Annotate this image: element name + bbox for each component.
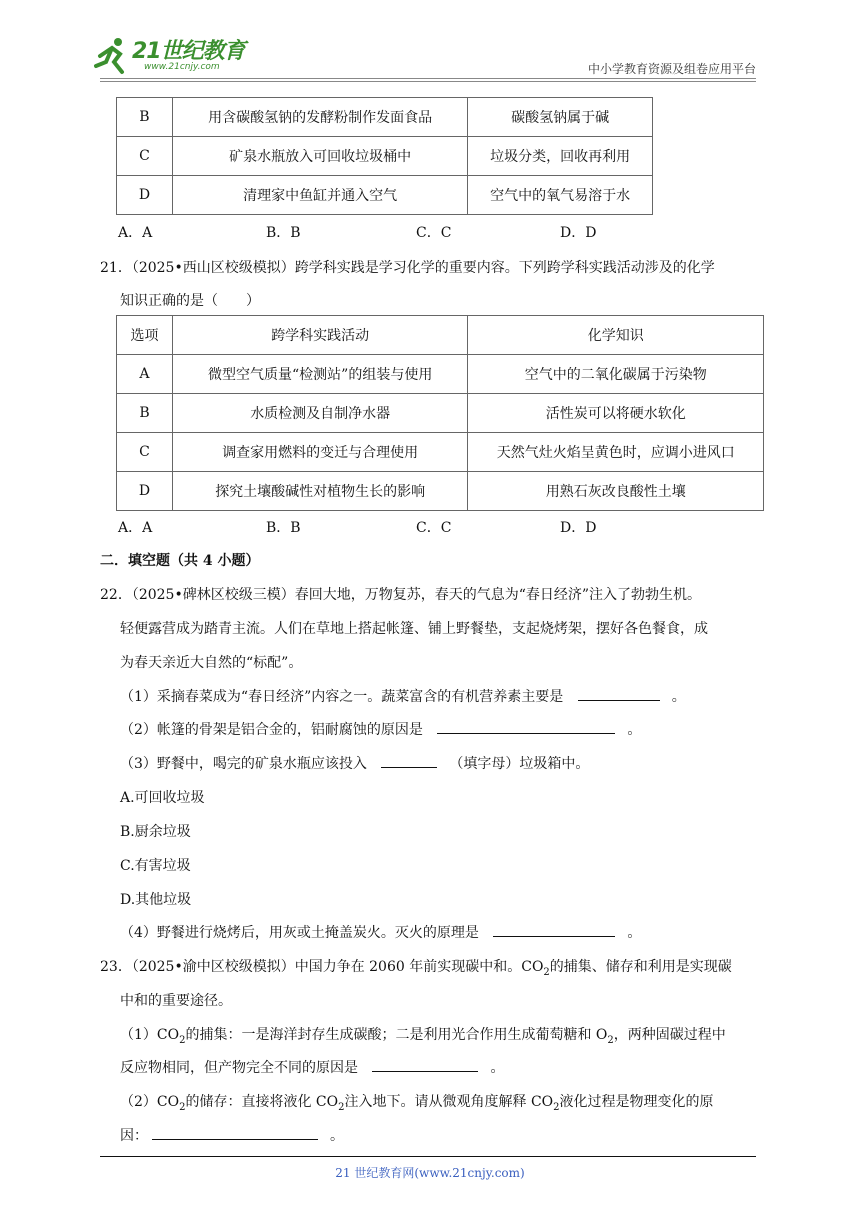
subscript: 2	[179, 1101, 186, 1113]
sub-question-text: 反应物相同，但产物完全不同的原因是	[120, 1060, 358, 1076]
q20-table	[116, 97, 653, 215]
option-a[interactable]: A．A	[118, 520, 153, 536]
choice-item: A.可回收垃圾	[120, 790, 205, 806]
subscript: 2	[553, 1101, 560, 1113]
table-cell: 活性炭可以将硬水软化	[468, 394, 764, 433]
table-cell: D	[117, 472, 173, 511]
sub-question	[120, 1057, 504, 1077]
option-c[interactable]: C．C	[416, 225, 452, 241]
subscript: 2	[179, 1034, 186, 1046]
table-cell: A	[117, 355, 173, 394]
sub-question	[120, 1125, 344, 1145]
period: 。	[627, 722, 642, 738]
sub-question-text: ，两种固碳过程中	[613, 1027, 726, 1043]
table-cell: B	[117, 98, 173, 137]
sub-question-text: （1）CO	[120, 1027, 180, 1043]
table-row	[117, 98, 653, 137]
subscript: 2	[338, 1101, 345, 1113]
period: 。	[490, 1060, 505, 1076]
footer-divider	[100, 1156, 756, 1157]
sub-question	[120, 922, 641, 942]
choice-item: B.厨余垃圾	[120, 824, 191, 840]
question-text-part: 的捕集、储存和利用是实现碳	[549, 959, 732, 975]
subscript: 2	[543, 966, 550, 978]
period: 。	[330, 1128, 344, 1144]
choice-item: D.其他垃圾	[120, 892, 192, 908]
site-logo	[92, 36, 262, 78]
table-row	[117, 137, 653, 176]
option-b[interactable]: B．B	[266, 520, 301, 536]
question-text: 中和的重要途径。	[120, 993, 232, 1009]
sub-question-text: 注入地下。请从微观角度解释 CO	[344, 1094, 554, 1110]
column-header: 化学知识	[468, 316, 764, 355]
column-header: 选项	[117, 316, 173, 355]
table-cell: 微型空气质量“检测站”的组装与使用	[172, 355, 468, 394]
header-divider	[100, 78, 756, 79]
table-row	[117, 394, 764, 433]
sub-question-text: （4）野餐进行烧烤后，用灰或土掩盖炭火。灭火的原理是	[120, 925, 479, 941]
option-d[interactable]: D．D	[560, 520, 597, 536]
q21-table	[116, 315, 764, 511]
sub-question-text: （3）野餐中，喝完的矿泉水瓶应该投入	[120, 756, 367, 772]
sub-question	[120, 719, 641, 739]
option-c[interactable]: C．C	[416, 520, 452, 536]
question-text: 轻便露营成为踏青主流。人们在草地上搭起帐篷、铺上野餐垫，支起烧烤架，摆好各色餐食，成	[120, 621, 708, 637]
subscript: 2	[607, 1034, 614, 1046]
table-row	[117, 355, 764, 394]
runner-logo-icon	[92, 36, 132, 76]
sub-question	[120, 1024, 726, 1046]
period: 。	[627, 925, 642, 941]
answer-blank[interactable]	[152, 1126, 318, 1140]
sub-question-text: 的储存：直接将液化 CO	[185, 1094, 339, 1110]
period: 。	[671, 689, 686, 705]
sub-question-text: 因：	[120, 1128, 148, 1144]
logo-url: www.21cnjy.com	[144, 62, 220, 72]
question-text	[100, 956, 732, 978]
answer-blank[interactable]	[437, 720, 615, 734]
table-cell: 调查家用燃料的变迁与合理使用	[172, 433, 468, 472]
sub-question	[120, 753, 589, 773]
header-divider	[100, 81, 756, 82]
table-cell: 天然气灶火焰呈黄色时，应调小进风口	[468, 433, 764, 472]
table-row	[117, 433, 764, 472]
answer-blank[interactable]	[578, 687, 660, 701]
table-cell: 矿泉水瓶放入可回收垃圾桶中	[172, 137, 467, 176]
sub-question-text: （2）CO	[120, 1094, 180, 1110]
sub-question-text: （2）帐篷的骨架是铝合金的，铝耐腐蚀的原因是	[120, 722, 423, 738]
table-header-row	[117, 316, 764, 355]
table-cell: 空气中的二氧化碳属于污染物	[468, 355, 764, 394]
sub-question	[120, 1091, 714, 1113]
platform-name: 中小学教育资源及组卷应用平台	[587, 62, 756, 76]
answer-blank[interactable]	[372, 1058, 478, 1072]
question-text-part: 23．（2025•渝中区校级模拟）中国力争在 2060 年前实现碳中和。CO	[100, 959, 544, 975]
table-cell: 用含碳酸氢钠的发酵粉制作发面食品	[172, 98, 467, 137]
footer-text: 21 世纪教育网(www.21cnjy.com)	[335, 1166, 525, 1180]
table-cell: C	[117, 137, 173, 176]
choice-item: C.有害垃圾	[120, 858, 191, 874]
sub-question	[120, 686, 686, 706]
sub-question-text: 液化过程是物理变化的原	[559, 1094, 714, 1110]
option-d[interactable]: D．D	[560, 225, 597, 241]
sub-question-text: （填字母）垃圾箱中。	[449, 756, 590, 772]
sub-question-text: （1）采摘春菜成为“春日经济”内容之一。蔬菜富含的有机营养素主要是	[120, 689, 564, 705]
section-title: 二．填空题（共 4 小题）	[100, 553, 260, 569]
table-cell: 垃圾分类，回收再利用	[468, 137, 653, 176]
table-cell: D	[117, 176, 173, 215]
answer-blank[interactable]	[381, 754, 437, 768]
table-cell: 清理家中鱼缸并通入空气	[172, 176, 467, 215]
table-cell: C	[117, 433, 173, 472]
sub-question-text: 的捕集：一是海洋封存生成碳酸；二是利用光合作用生成葡萄糖和 O	[185, 1027, 608, 1043]
table-cell: B	[117, 394, 173, 433]
answer-blank[interactable]	[493, 923, 615, 937]
table-cell: 水质检测及自制净水器	[172, 394, 468, 433]
table-row	[117, 472, 764, 511]
table-row	[117, 176, 653, 215]
question-text: 21．（2025•西山区校级模拟）跨学科实践是学习化学的重要内容。下列跨学科实践活动涉及的化学	[100, 260, 715, 276]
option-a[interactable]: A．A	[118, 225, 153, 241]
table-cell: 用熟石灰改良酸性土壤	[468, 472, 764, 511]
table-cell: 探究土壤酸碱性对植物生长的影响	[172, 472, 468, 511]
table-cell: 碳酸氢钠属于碱	[468, 98, 653, 137]
table-cell: 空气中的氧气易溶于水	[468, 176, 653, 215]
column-header: 跨学科实践活动	[172, 316, 468, 355]
question-text: 知识正确的是（ ）	[120, 293, 260, 309]
logo-text: 21世纪教育	[132, 39, 245, 64]
option-b[interactable]: B．B	[266, 225, 301, 241]
question-text: 22．（2025•碑林区校级三模）春回大地，万物复苏，春天的气息为“春日经济”注入了勃勃生机。	[100, 587, 702, 603]
question-text: 为春天亲近大自然的“标配”。	[120, 655, 303, 671]
